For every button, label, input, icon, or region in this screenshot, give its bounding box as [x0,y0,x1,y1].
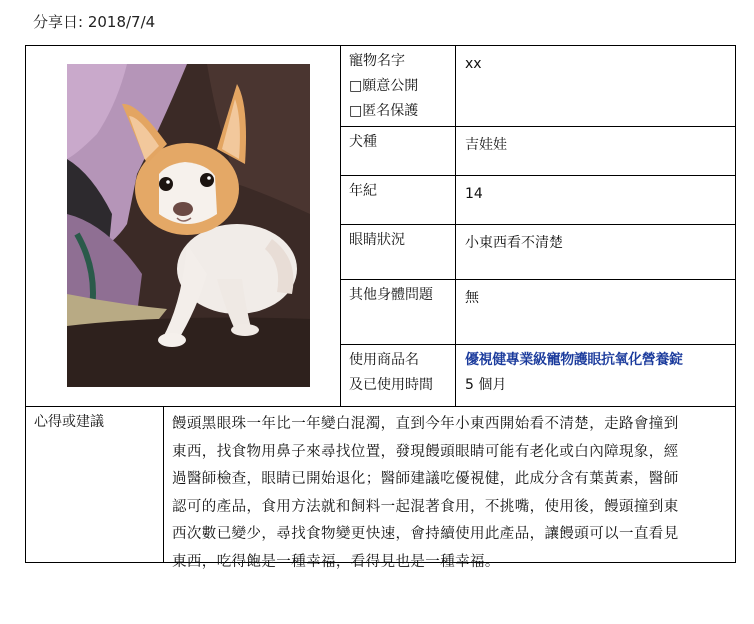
chihuahua-photo [67,64,310,387]
feedback-line: 西次數已變少，尋找食物變更快速，會持續使用此產品，讓饅頭可以一直看見 [172,526,679,542]
public-checkbox-label: □願意公開 [349,78,419,94]
pet-name-value: xx [455,45,736,127]
anonymous-checkbox-label: □匿名保護 [349,103,419,119]
testimonial-table [25,45,736,570]
feedback-text [163,406,736,570]
breed-label: 犬種 [340,126,456,176]
photo-cell [25,45,341,407]
age-value: 14 [455,175,736,225]
usage-duration: 5 個月 [465,377,507,393]
feedback-line: 過醫師檢查，眼睛已開始退化；醫師建議吃優視健，此成分含有葉黃素，醫師 [172,471,679,487]
breed-value: 吉娃娃 [455,126,736,176]
product-label-line-2: 及已使用時間 [349,377,433,393]
product-label-line-1: 使用商品名 [349,352,419,368]
feedback-line: 東西，找食物用鼻子來尋找位置，發現饅頭眼睛可能有老化或白內障現象，經 [172,443,679,460]
product-value [455,344,736,407]
other-health-value: 無 [455,279,736,345]
eye-condition-value: 小東西看不清楚 [455,224,736,280]
other-health-label: 其他身體問題 [340,279,456,345]
share-date: 分享日: 2018/7/4 [33,13,156,31]
feedback-line: 東西，吃得飽是一種幸福，看得見也是一種幸福。 [172,553,500,570]
pet-name-label-text: 寵物名字 [349,53,405,69]
product-label [340,344,456,407]
eye-condition-label: 眼睛狀況 [340,224,456,280]
feedback-line: 饅頭黑眼珠一年比一年變白混濁，直到今年小東西開始看不清楚，走路會撞到 [172,416,679,432]
pet-name-label [340,45,456,127]
feedback-line: 認可的產品，食用方法就和飼料一起混著食用，不挑嘴，使用後，饅頭撞到東 [172,498,679,515]
age-label: 年紀 [340,175,456,225]
product-name: 優視健專業級寵物護眼抗氧化營養錠 [465,352,683,368]
feedback-label: 心得或建議 [25,406,164,563]
